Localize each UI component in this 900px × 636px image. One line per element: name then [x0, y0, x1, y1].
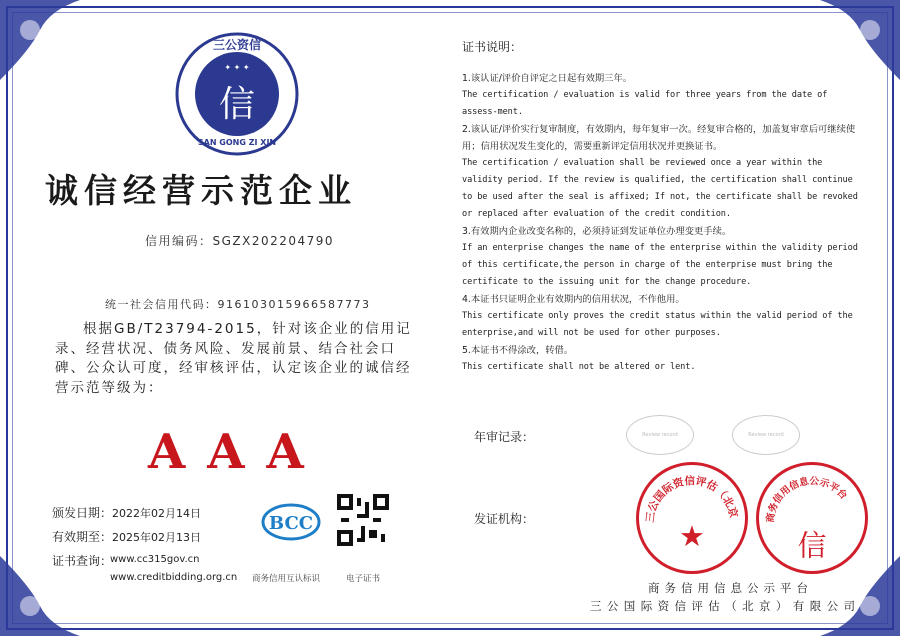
credit-code: 信用编码：SGZX202204790: [145, 234, 335, 248]
seal-text: 商务信用信息公示平台: [765, 476, 849, 524]
unified-social-credit-code: 统一社会信用代码：916103015966587773: [105, 298, 371, 311]
bcc-logo: [260, 500, 322, 544]
certificate-title: 诚信经营示范企业: [45, 171, 357, 210]
valid-until: [52, 528, 201, 545]
corner-ornament-icon: [0, 0, 90, 90]
review-record-slot: Review record: [626, 415, 694, 455]
xin-character-icon: 信: [218, 84, 256, 125]
issuer-company: 三公国际资信评估（北京）有限公司: [590, 599, 861, 613]
star-icon: ★: [679, 518, 705, 553]
note-en: This certificate shall not be altered or lent.: [462, 362, 696, 372]
query-label: 证书查询：: [52, 554, 113, 568]
notes-list: [462, 70, 867, 376]
note-zh: 2.该认证/评价实行复审制度，有效期内，每年复审一次。经复审合格的，加盖复审章后可继续使用；信用状况发生变化的，需要重新评定信用状况并更换证书。: [462, 124, 856, 152]
notes-heading: 证书说明：: [462, 40, 523, 54]
logo-bottom-text: SAN GONG ZI XIN: [197, 138, 277, 147]
company-seal: [636, 462, 748, 574]
valid-until-label: 有效期至：: [52, 530, 113, 544]
review-record-slot: Review record: [732, 415, 800, 455]
note-zh: 5.本证书不得涂改，转借。: [462, 345, 574, 356]
note-en: This certificate only proves the credit status within the valid period of the enterprise,and will not be used for other purposes.: [462, 311, 853, 338]
svg-text:商务信用信息公示平台: [764, 475, 850, 523]
bcc-logo-text: BCC: [268, 513, 314, 534]
query-url[interactable]: www.creditbidding.org.cn: [110, 572, 238, 583]
note-en: If an enterprise changes the name of the enterprise within the validity period of this certificate,the person in charge of the enterprise must bring the certificate to the issuing unit for the change procedure.: [462, 243, 858, 287]
query-url[interactable]: www.cc315gov.cn: [110, 554, 200, 565]
qr-code-icon[interactable]: [337, 494, 389, 546]
review-label: 年审记录：: [474, 430, 535, 444]
statement-text: 根据GB/T23794-2015，针对该企业的信用记录、经营状况、债务风险、发展前景、结合社会口碑、公众认可度，经审核评估，认定该企业的诚信经营示范等级为：: [55, 321, 412, 396]
issuer-platform: 商务信用信息公示平台: [648, 581, 813, 595]
xin-character-icon: 信: [797, 528, 827, 563]
note-en: The certification / evaluation shall be reviewed once a year within the validity period. If the review is qualified, the certification shall continue to be used after the seal is affixed; If not, the certificate shall be revoked or replaced after evaluation of the credit condition.: [462, 158, 858, 219]
bcc-caption: 商务信用互认标识: [252, 574, 321, 584]
credit-grade: AAA: [148, 424, 326, 480]
platform-seal: [756, 462, 868, 574]
issuer-label: 发证机构：: [474, 512, 535, 526]
valid-until-value: 2025年02月13日: [112, 531, 202, 544]
note-zh: 4.本证书只证明企业有效期内的信用状况，不作他用。: [462, 294, 685, 305]
certificate-statement: [55, 320, 417, 398]
note-zh: 1.该认证/评价自评定之日起有效期三年。: [462, 73, 633, 84]
sangong-logo: [175, 32, 299, 156]
note-en: The certification / evaluation is valid for three years from the date of assess-ment.: [462, 90, 828, 117]
issue-date-value: 2022年02月14日: [112, 507, 202, 520]
issue-date-label: 颁发日期：: [52, 506, 113, 520]
issue-date: [52, 504, 201, 521]
svg-text:三公国际资信评估（北京）有限公司: [639, 465, 740, 523]
logo-top-text: 三公资信: [212, 38, 262, 52]
stars-icon: ✦ ✦ ✦: [224, 63, 250, 72]
note-zh: 3.有效期内企业改变名称的，必须持证到发证单位办理变更手续。: [462, 226, 732, 237]
seal-text: 三公国际资信评估（北京: [644, 475, 740, 524]
qr-caption: 电子证书: [346, 574, 381, 584]
